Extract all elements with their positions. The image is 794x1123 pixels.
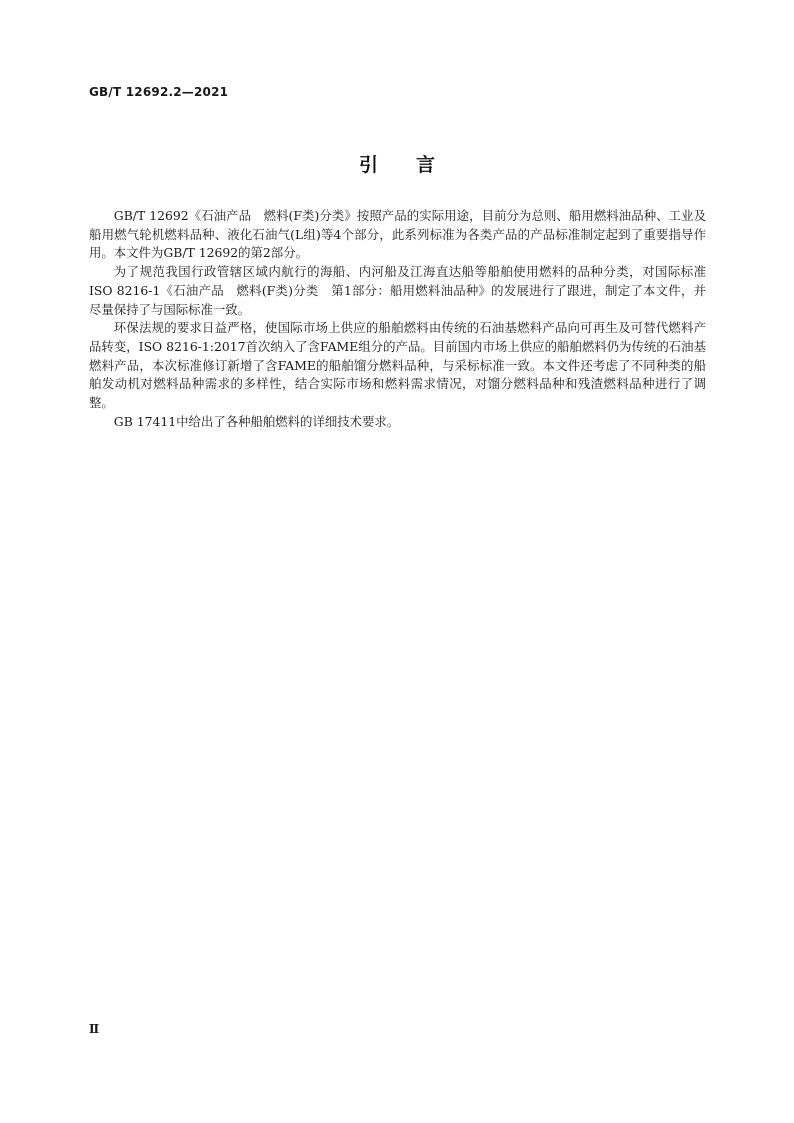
paragraph-1: GB/T 12692《石油产品 燃料(F类)分类》按照产品的实际用途，目前分为总则、船用燃料油品种、工业及船用燃气轮机燃料品种、液化石油气(L组)等4个部分，此系列标准为各类产品的产品标准制定起到了重要指导作用。本文件为GB/T 12692的第2部分。	[89, 208, 706, 261]
page-number: Ⅱ	[89, 1022, 100, 1036]
section-title	[0, 150, 794, 177]
paragraph-2: 为了规范我国行政管辖区域内航行的海船、内河船及江海直达船等船舶使用燃料的品种分类，对国际标准ISO 8216-1《石油产品 燃料(F类)分类 第1部分：船用燃料油品种》的发展进行了跟进，制定了本文件，并尽量保持了与国际标准一致。	[89, 264, 706, 317]
title-char-1: 引	[358, 154, 378, 176]
paragraph-4: GB 17411中给出了各种船舶燃料的详细技术要求。	[113, 413, 400, 429]
title-char-2: 言	[416, 154, 436, 176]
introduction-body	[89, 207, 706, 431]
paragraph-3: 环保法规的要求日益严格，使国际市场上供应的船舶燃料由传统的石油基燃料产品向可再生及可替代燃料产品转变，ISO 8216-1:2017首次纳入了含FAME组分的产品。目前国内市场上供应的船舶燃料仍为传统的石油基燃料产品，本次标准修订新增了含FAME的船舶馏分燃料品种，与采标标准一致。本文件还考虑了不同种类的船舶发动机对燃料品种需求的多样性，结合实际市场和燃料需求情况，对馏分燃料品种和残渣燃料品种进行了调整。	[89, 320, 706, 411]
standard-code-header: GB/T 12692.2—2021	[89, 85, 229, 99]
